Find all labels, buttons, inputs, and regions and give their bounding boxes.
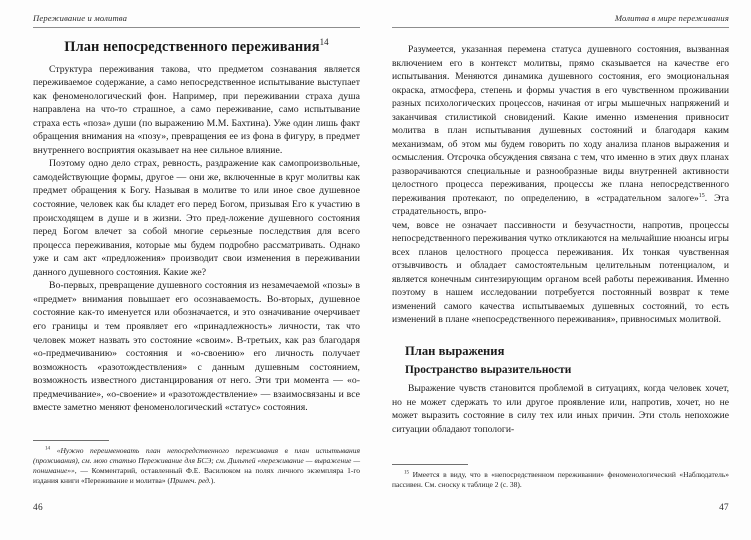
footnote-italic-comment: «Нужно переименовать план непосредственного переживания в план испытывания (проживания), см. мою статью Переживание для БСЭ; см. Дильтей «переживание — выражение — понимание»», (33, 446, 361, 476)
paragraph: Поэтому одно дело страх, ревность, раздражение как самопроизвольные, самодействующие формы, другое — они же, включенные в круг молитвы как предмет обращения к Богу. Называя в молитве то или иное свое душевное состояние, человек как бы кладет его перед Богом, призывая Его к участию в происходящем в душе и в жизни. Это пред-ложение душевного состояния перед Богом влечет за собой многие серьезные последствия для всего процесса переживания, которые мы будем подробно рассматривать. Однако уже и сам акт «предложения» производит свои изменения в переживании данного душевного состояния. Какие же? (33, 158, 360, 278)
running-head-right: Молитва в мире переживания (392, 12, 729, 28)
paragraph-text: Разумеется, указанная перемена статуса душевного состояния, вызванная включением его в контекст молитвы, прямо сказывается на качестве его испытывания. Меняются динамика душевного состояния, его эмоциональная окраска, атмосфера, степень и формы участия в его чувственном проживании разных психологических процессов, начиная от игры мышечных напряжений и заканчивая стилистикой сновидений. Какие именно изменения привносит молитва в план испытывания душевных состояний и благодаря каким механизмам, об этом мы будем говорить по ходу анализа планов выражения и осмысления. Отсрочка обсуждения связана с тем, что именно в этих двух планах разворачиваются специальные и разнообразные виды внутренней активности целостного процесса переживания, процессы же плана непосредственного переживания протекают, по определению, в «страдательном залоге» (392, 44, 729, 204)
paragraph: Выражение чувств становится проблемой в ситуациях, когда человек хочет, но не может сдержать то или другое проявление или, напротив, хочет, но не может выразить состояние в силу тех или иных причин. Эти столь непохожие ситуации обладают топологи- (392, 383, 729, 435)
running-head-left: Переживание и молитва (33, 12, 360, 28)
footnote-marker: 14 (45, 445, 51, 452)
footnote-roman-part: — Комментарий, оставленный Ф.Е. Василюком на полях личного экземпляра 1-го издания книги «Переживание и молитва» ( (33, 466, 360, 486)
paragraph (392, 43, 729, 219)
chapter-title-text: План непосредственного переживания (64, 39, 320, 55)
footnote-14 (33, 446, 360, 486)
footnote-marker: 15 (404, 469, 410, 476)
page-number-right: 47 (719, 503, 729, 513)
page-right (378, 0, 751, 540)
paragraph: Во-первых, превращение душевного состояния из незамечаемой «позы» в «предмет» внимания повышает его осознаваемость. Во-вторых, душевное состояние как-то именуется или обозначается, и это означивание очерчивает его границы и тем проявляет его «принадлежность» личности, так что человек может назвать это состояние «своим». В-третьих, как раз благодаря «о-предмечиванию» состояния и «о-своению» его личность получает возможность «разотождествления» с данным душевным состоянием, возможность известного дистанцирования от него. Эти три момента — «о-предмечивание», «о-своение» и «разотождествление» — взаимосвязаны и все вместе заметно меняют феноменологический «статус» состояния. (33, 280, 360, 414)
paragraph-tail: . Эта страдательность, впро- (392, 192, 729, 217)
section-heading: План выражения (405, 343, 505, 358)
footnote-text: Имеется в виду, что в «непосредственном переживании» феноменологический «Наблюдатель» пассивен. См. сноску к таблице 2 (с. 38). (392, 470, 729, 490)
subsection-heading: Пространство выразительности (405, 363, 572, 376)
footnote-roman-tail: ). (210, 476, 216, 486)
footnote-separator-rule (33, 440, 109, 441)
footnote-15 (392, 470, 729, 490)
footnote-reference-14: 14 (319, 37, 329, 48)
footnote-editor-note: Примеч. ред. (169, 476, 211, 486)
footnote-separator-rule (392, 464, 468, 465)
paragraph: Структура переживания такова, что предметом сознавания является переживаемое содержание, а само непосредственное испытывание выступает как феноменологический фон. Например, при переживании страха душа направлена на что-то страшное, а само переживание, само испытывание страха есть «поза» души (по выражению М.М. Бахтина). Уже один лишь факт обращения внимания на «позу», превращения ее из фона в фигуру, в предмет внутреннего восприятия оказывает на нее сильное влияние. (33, 63, 360, 156)
page-number-left: 46 (33, 503, 43, 513)
footnote-reference-15: 15 (698, 192, 705, 199)
page-title (33, 39, 360, 56)
footnote-block-left (33, 440, 360, 486)
paragraph: чем, вовсе не означает пассивности и безучастности, напротив, процессы непосредственного переживания чутко откликаются на мельчайшие нюансы игры всех планов целостного процесса переживания. Их тонкая чувственная отзывчивость и обладает самостоятельным целительным потенциалом, и является конечным синтезирующим органом всей работы переживания. Именно поэтому в нашем исследовании потребуется постоянный возврат к теме изменений самого качества испытываемых душевных состояний, то есть изменений в плане «непосредственного переживания», привносимых молитвой. (392, 219, 729, 325)
footnote-block-right (392, 464, 729, 490)
